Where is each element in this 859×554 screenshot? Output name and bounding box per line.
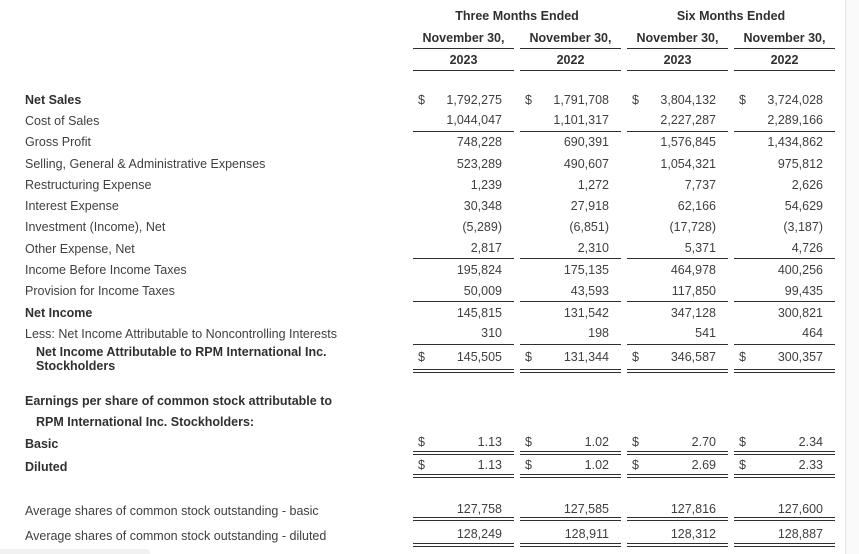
bottom-edge-shadow: [0, 549, 150, 554]
column-date-label: November 30,: [413, 27, 514, 49]
cell-value: [734, 132, 835, 153]
cell-value: [627, 302, 728, 323]
table-row-less-nci: [25, 323, 845, 344]
cell-value: [520, 500, 621, 521]
table-row-investment-income-net: [25, 217, 845, 238]
amount: 310: [481, 326, 502, 341]
amount: 43,593: [570, 283, 609, 298]
table-row-net-income: [25, 302, 845, 323]
currency-symbol: $: [418, 435, 425, 450]
cell-value: [627, 217, 728, 238]
column-date-label: November 30,: [627, 27, 728, 49]
row-label: Net Income Attributable to RPM International Inc. Stockholders: [36, 344, 327, 373]
amount: 748,228: [456, 135, 502, 150]
period-group-label: Six Months Ended: [676, 9, 786, 23]
amount: 2.34: [798, 435, 823, 450]
cell-value: [413, 457, 514, 478]
amount: 145,505: [456, 349, 502, 364]
column-year-label: 2023: [413, 49, 514, 71]
cell-value: [413, 302, 514, 323]
amount: 1.13: [477, 435, 502, 450]
table-row-sga-expenses: [25, 153, 845, 174]
currency-symbol: $: [632, 349, 639, 364]
amount: 128,911: [564, 526, 609, 541]
cell-value: [627, 132, 728, 153]
cell-value: [627, 323, 728, 344]
amount: 1,239: [470, 177, 502, 192]
amount: 2,227,287: [660, 113, 716, 128]
currency-symbol: $: [632, 458, 639, 473]
amount: (3,187): [783, 220, 823, 235]
cell-value: [413, 281, 514, 302]
amount: 128,249: [456, 526, 502, 541]
table-row-other-expense-net: [25, 238, 845, 259]
period-group-label: Three Months Ended: [455, 9, 579, 23]
cell-value: [520, 195, 621, 216]
page-edge-divider: [845, 0, 846, 554]
column-year-label: 2023: [627, 49, 728, 71]
amount: 27,918: [570, 199, 609, 214]
amount: 131,542: [563, 305, 609, 320]
cell-value: [734, 195, 835, 216]
amount: 1,101,317: [553, 113, 609, 128]
table-row-net-sales: [25, 89, 845, 110]
amount: 346,587: [670, 349, 716, 364]
cell-value: [734, 259, 835, 280]
table-row-interest-expense: [25, 195, 845, 216]
cell-value: [413, 525, 514, 546]
table-row-income-before-income-taxes: [25, 259, 845, 280]
cell-value: [627, 433, 728, 454]
cell-value: [520, 259, 621, 280]
row-label: Other Expense, Net: [25, 241, 135, 256]
table-row-eps-diluted: [25, 457, 845, 478]
row-label: Less: Net Income Attributable to Noncontrolling Interests: [25, 326, 337, 341]
cell-value: [520, 525, 621, 546]
row-label: Interest Expense: [25, 199, 119, 214]
currency-symbol: $: [418, 349, 425, 364]
cell-value: [734, 525, 835, 546]
cell-value: [413, 433, 514, 454]
table-row-eps-basic: [25, 433, 845, 454]
table-row-eps-header-line2: [25, 411, 845, 432]
amount: 2.33: [798, 458, 823, 473]
cell-value: [413, 259, 514, 280]
amount: 54,629: [784, 199, 823, 214]
amount: 490,607: [563, 156, 609, 171]
cell-value: [734, 433, 835, 454]
amount: 1.13: [477, 458, 502, 473]
currency-symbol: $: [418, 92, 425, 107]
amount: 3,804,132: [660, 92, 716, 107]
cell-value: [734, 323, 835, 344]
cell-value: [627, 259, 728, 280]
table-row-restructuring-expense: [25, 174, 845, 195]
amount: 131,344: [563, 349, 609, 364]
cell-value: [734, 217, 835, 238]
amount: 1,054,321: [660, 156, 716, 171]
amount: 347,128: [670, 305, 716, 320]
row-label: Net Sales: [25, 92, 82, 107]
cell-value: [520, 345, 621, 373]
currency-symbol: $: [632, 92, 639, 107]
currency-symbol: $: [632, 435, 639, 450]
amount: 127,816: [670, 501, 716, 516]
cell-value: [627, 153, 728, 174]
amount: 464,978: [670, 263, 716, 278]
table-row-gross-profit: [25, 132, 845, 153]
cell-value: [520, 238, 621, 259]
cell-value: [413, 195, 514, 216]
cell-value: [520, 302, 621, 323]
amount: 523,289: [456, 156, 502, 171]
section-header: RPM International Inc. Stockholders:: [36, 414, 255, 429]
row-label: Average shares of common stock outstanding - diluted: [25, 528, 327, 543]
currency-symbol: $: [739, 435, 746, 450]
cell-value: [413, 89, 514, 110]
amount: 2.70: [691, 435, 716, 450]
cell-value: [520, 457, 621, 478]
amount: 464: [802, 326, 823, 341]
amount: 198: [588, 326, 609, 341]
table-row-net-income-attributable: [25, 344, 845, 373]
cell-value: [734, 302, 835, 323]
currency-symbol: $: [418, 458, 425, 473]
header-date-row: [25, 27, 845, 49]
cell-value: [413, 153, 514, 174]
amount: 127,585: [563, 501, 609, 516]
amount: 2,289,166: [767, 113, 823, 128]
cell-value: [734, 500, 835, 521]
cell-value: [734, 457, 835, 478]
row-label: Selling, General & Administrative Expenses: [25, 156, 266, 171]
amount: (5,289): [462, 220, 502, 235]
amount: 5,371: [684, 241, 716, 256]
cell-value: [627, 238, 728, 259]
row-label: Income Before Income Taxes: [25, 263, 187, 278]
cell-value: [627, 457, 728, 478]
amount: 127,758: [456, 501, 502, 516]
amount: 62,166: [677, 199, 716, 214]
section-header: Earnings per share of common stock attributable to: [25, 393, 333, 408]
cell-value: [734, 89, 835, 110]
cell-value: [627, 110, 728, 131]
cell-value: [520, 110, 621, 131]
table-row-cost-of-sales: [25, 110, 845, 131]
amount: 1,434,862: [767, 135, 823, 150]
table-row-eps-header-line1: [25, 390, 845, 411]
amount: 1,792,275: [446, 92, 502, 107]
cell-value: [627, 195, 728, 216]
amount: 2,626: [791, 177, 823, 192]
amount: 99,435: [784, 283, 823, 298]
amount: 117,850: [671, 283, 716, 298]
income-statement-table: [0, 5, 845, 547]
row-label: Restructuring Expense: [25, 177, 152, 192]
column-year-label: 2022: [520, 49, 621, 71]
amount: 3,724,028: [767, 92, 823, 107]
amount: 145,815: [456, 305, 502, 320]
cell-value: [413, 132, 514, 153]
cell-value: [734, 345, 835, 373]
cell-value: [734, 238, 835, 259]
cell-value: [520, 281, 621, 302]
cell-value: [413, 174, 514, 195]
amount: 975,812: [777, 156, 823, 171]
amount: 1.02: [584, 435, 609, 450]
row-label: Cost of Sales: [25, 113, 100, 128]
row-label: Basic: [25, 437, 59, 452]
currency-symbol: $: [739, 92, 746, 107]
row-label: Gross Profit: [25, 135, 91, 150]
amount: 1,044,047: [446, 113, 502, 128]
row-label: Provision for Income Taxes: [25, 284, 175, 299]
amount: 400,256: [777, 263, 823, 278]
header-year-row: [25, 49, 845, 71]
amount: 128,312: [670, 526, 716, 541]
table-row-avg-shares-basic: [25, 500, 845, 521]
amount: (6,851): [569, 220, 609, 235]
row-label: Investment (Income), Net: [25, 220, 166, 235]
amount: 7,737: [684, 177, 716, 192]
amount: 2.69: [691, 458, 716, 473]
cell-value: [627, 281, 728, 302]
table-row-provision-for-income-taxes: [25, 281, 845, 302]
column-year-label: 2022: [734, 49, 835, 71]
cell-value: [627, 345, 728, 373]
page-margin-right: [846, 0, 859, 554]
currency-symbol: $: [525, 435, 532, 450]
cell-value: [520, 89, 621, 110]
cell-value: [627, 174, 728, 195]
cell-value: [413, 238, 514, 259]
amount: 690,391: [563, 135, 609, 150]
header-period-groups: [25, 5, 845, 27]
amount: 2,817: [470, 241, 502, 256]
cell-value: [520, 132, 621, 153]
amount: 300,821: [777, 305, 823, 320]
cell-value: [734, 153, 835, 174]
cell-value: [413, 345, 514, 373]
amount: 541: [695, 326, 716, 341]
cell-value: [520, 323, 621, 344]
cell-value: [520, 217, 621, 238]
cell-value: [734, 281, 835, 302]
cell-value: [413, 500, 514, 521]
row-label: Net Income: [25, 305, 93, 320]
amount: 1.02: [584, 458, 609, 473]
amount: 4,726: [791, 241, 823, 256]
amount: 50,009: [463, 283, 502, 298]
amount: 2,310: [577, 241, 609, 256]
row-label: Diluted: [25, 460, 68, 475]
cell-value: [413, 110, 514, 131]
currency-symbol: $: [739, 458, 746, 473]
row-label: Average shares of common stock outstanding - basic: [25, 503, 319, 518]
cell-value: [627, 525, 728, 546]
column-date-label: November 30,: [520, 27, 621, 49]
amount: 1,576,845: [660, 135, 716, 150]
currency-symbol: $: [525, 458, 532, 473]
cell-value: [734, 110, 835, 131]
cell-value: [413, 217, 514, 238]
currency-symbol: $: [739, 349, 746, 364]
cell-value: [734, 174, 835, 195]
amount: 300,357: [777, 349, 823, 364]
amount: 1,272: [577, 177, 609, 192]
cell-value: [627, 500, 728, 521]
amount: 175,135: [563, 263, 609, 278]
cell-value: [520, 174, 621, 195]
amount: 30,348: [463, 199, 502, 214]
table-row-avg-shares-diluted: [25, 525, 845, 546]
column-date-label: November 30,: [734, 27, 835, 49]
amount: (17,728): [669, 220, 716, 235]
currency-symbol: $: [525, 92, 532, 107]
amount: 195,824: [456, 263, 502, 278]
cell-value: [520, 433, 621, 454]
cell-value: [627, 89, 728, 110]
cell-value: [413, 323, 514, 344]
amount: 127,600: [777, 501, 823, 516]
amount: 1,791,708: [553, 92, 609, 107]
amount: 128,887: [777, 526, 823, 541]
cell-value: [520, 153, 621, 174]
currency-symbol: $: [525, 349, 532, 364]
